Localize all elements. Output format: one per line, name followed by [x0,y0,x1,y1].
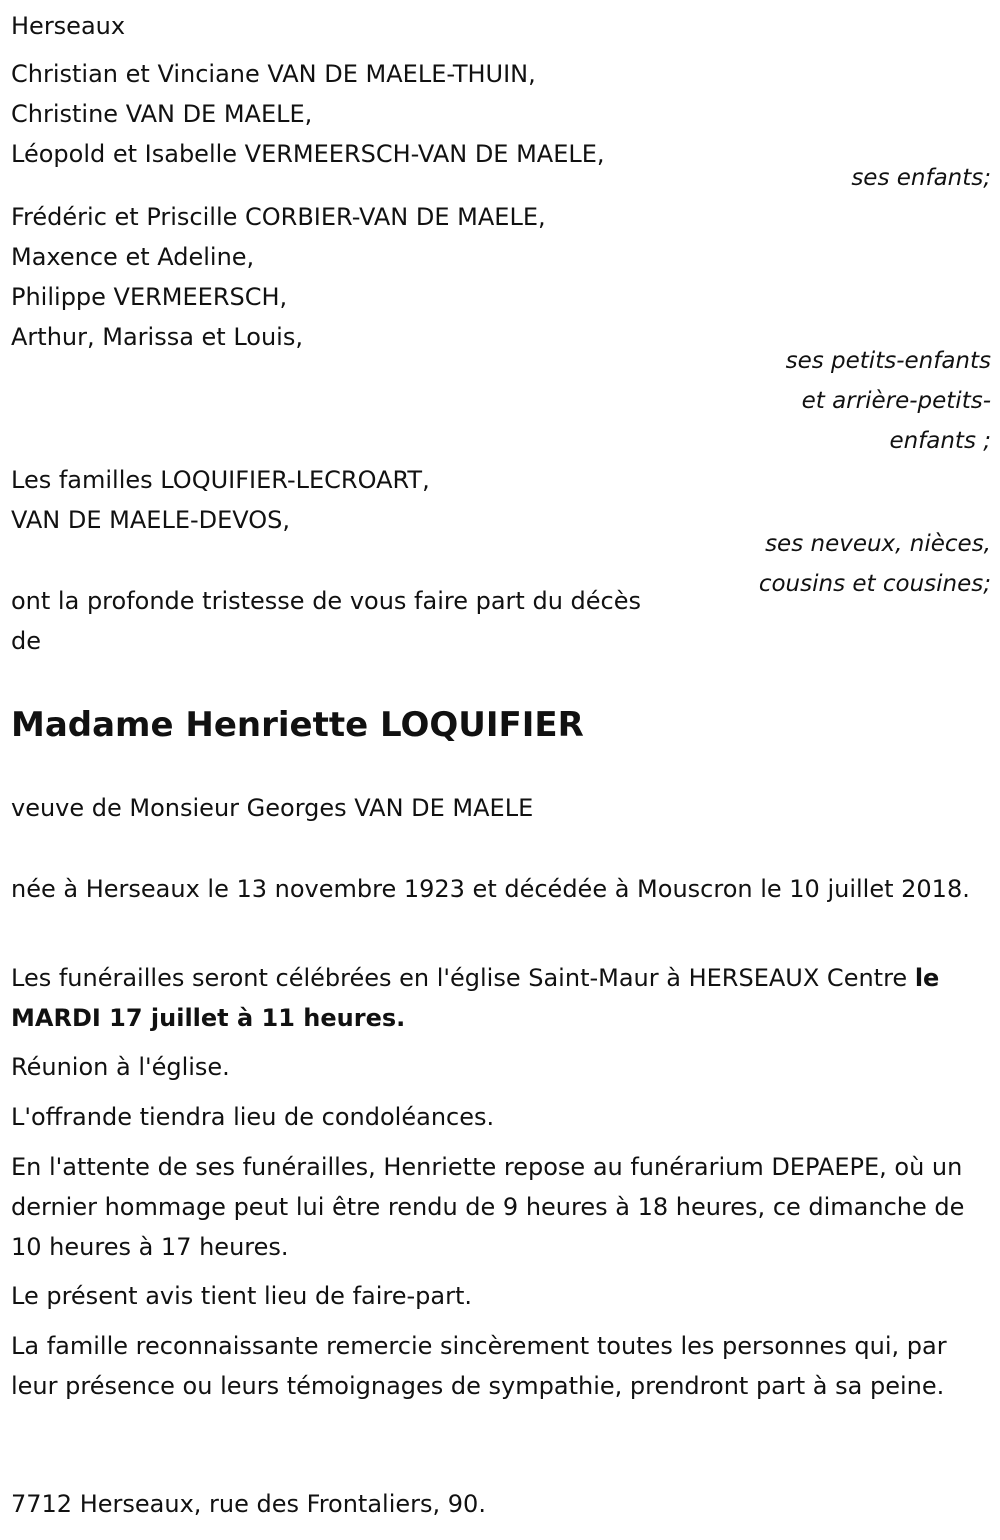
thanks: La famille reconnaissante remercie sincèrement toutes les personnes qui, par leur présence ou leurs témoignages de sympathie, prendront part à sa peine. [11,1332,947,1400]
wake-info: En l'attente de ses funérailles, Henriette repose au funérarium DEPAEPE, où un dernier hommage peut lui être rendu de 9 heures à 18 heures, ce dimanche de 10 heures à 17 heures. [11,1153,965,1261]
announcement-line: ont la profonde tristesse de vous faire part du décès [11,587,641,615]
grandchild-line: Maxence et Adeline, [11,243,255,271]
grandchild-line: Arthur, Marissa et Louis, [11,323,303,351]
child-line: Christian et Vinciane VAN DE MAELE-THUIN, [11,60,536,88]
child-line: Christine VAN DE MAELE, [11,100,313,128]
grandchildren-role: enfants ; [889,428,991,454]
deceased-name: Madame Henriette LOQUIFIER [11,705,584,745]
widow-of: veuve de Monsieur Georges VAN DE MAELE [11,794,534,822]
grandchild-line: Frédéric et Priscille CORBIER-VAN DE MAELE, [11,203,546,231]
address: 7712 Herseaux, rue des Frontaliers, 90. [11,1490,486,1518]
families-role: cousins et cousines; [758,571,991,597]
child-line: Léopold et Isabelle VERMEERSCH-VAN DE MAELE, [11,140,605,168]
funeral-text: Les funérailles seront célébrées en l'église Saint-Maur à HERSEAUX Centre [11,964,915,992]
birth-death: née à Herseaux le 13 novembre 1923 et décédée à Mouscron le 10 juillet 2018. [11,875,970,903]
grandchildren-role: ses petits-enfants [785,348,991,374]
families-role: ses neveux, nièces, [765,531,991,557]
locality: Herseaux [11,12,126,40]
meeting: Réunion à l'église. [11,1053,230,1081]
grandchildren-role: et arrière-petits- [801,388,991,414]
grandchild-line: Philippe VERMEERSCH, [11,283,288,311]
funeral-info [11,958,986,1038]
family-line: VAN DE MAELE-DEVOS, [11,506,291,534]
family-line: Les familles LOQUIFIER-LECROART, [11,466,430,494]
offering: L'offrande tiendra lieu de condoléances. [11,1103,495,1131]
funeral-date: le MARDI 17 juillet à 11 heures. [11,964,940,1032]
children-role: ses enfants; [851,165,991,191]
notice: Le présent avis tient lieu de faire-part. [11,1282,473,1310]
announcement-line: de [11,627,41,655]
